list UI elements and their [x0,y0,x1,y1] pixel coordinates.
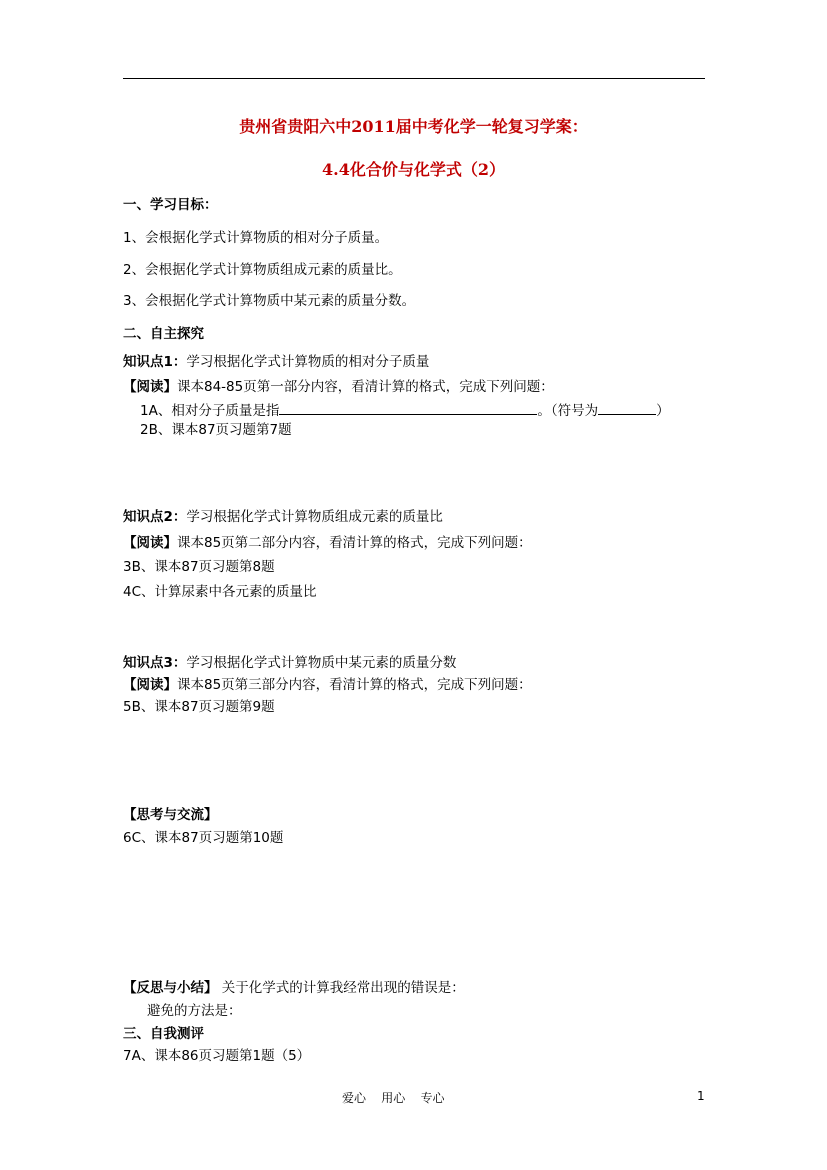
section-heading-self-test: 三、自我测评 [123,1026,204,1042]
question-1a-mid: 。（符号为 [537,403,599,419]
knowledge-point-2 [123,508,443,526]
answer-blank-symbol[interactable] [598,400,656,415]
question-3b: 3B、课本87页习题第8题 [123,559,275,575]
reading-3-label: 【阅读】 [123,677,177,693]
question-6c: 6C、课本87页习题第10题 [123,830,284,846]
knowledge-point-1-label: 知识点1： [123,354,187,370]
reflection-text: 关于化学式的计算我经常出现的错误是： [217,980,465,996]
document-title: 贵州省贵阳六中2011届中考化学一轮复习学案： [239,117,588,136]
reading-2-text: 课本85页第二部分内容，看清计算的格式，完成下列问题： [177,535,532,551]
knowledge-point-3-label: 知识点3： [123,655,187,671]
knowledge-point-1 [123,353,429,371]
question-1a-suffix: ） [656,403,670,419]
reading-1-label: 【阅读】 [123,379,177,395]
reading-2 [123,534,532,552]
knowledge-point-2-label: 知识点2： [123,509,187,525]
question-1a [140,400,670,420]
goal-item-1: 1、会根据化学式计算物质的相对分子质量。 [123,230,389,246]
knowledge-point-3 [123,654,456,672]
footer-motto: 爱心 用心 专心 [342,1091,445,1105]
reading-2-label: 【阅读】 [123,535,177,551]
answer-blank-definition[interactable] [279,400,537,415]
reflection-label: 【反思与小结】 [123,980,218,996]
knowledge-point-2-text: 学习根据化学式计算物质组成元素的质量比 [186,509,443,525]
question-1a-prefix: 1A、相对分子质量是指 [140,403,280,419]
reading-3-text: 课本85页第三部分内容，看清计算的格式，完成下列问题： [177,677,532,693]
reflection [123,979,465,997]
question-5b: 5B、课本87页习题第9题 [123,699,275,715]
reading-1 [123,378,554,396]
document-subtitle: 4.4化合价与化学式（2） [322,160,505,179]
question-7a: 7A、课本86页习题第1题（5） [123,1048,311,1064]
goal-item-3: 3、会根据化学式计算物质中某元素的质量分数。 [123,293,416,309]
reading-3 [123,676,532,694]
question-4c: 4C、计算尿素中各元素的质量比 [123,584,317,600]
goal-item-2: 2、会根据化学式计算物质组成元素的质量比。 [123,262,402,278]
knowledge-point-3-text: 学习根据化学式计算物质中某元素的质量分数 [186,655,457,671]
page-number: 1 [697,1089,705,1103]
question-2b: 2B、课本87页习题第7题 [140,422,292,438]
section-heading-goals: 一、学习目标： [123,197,218,213]
reading-1-text: 课本84-85页第一部分内容，看清计算的格式，完成下列问题： [177,379,554,395]
knowledge-point-1-text: 学习根据化学式计算物质的相对分子质量 [186,354,430,370]
header-rule [123,78,705,79]
reflection-avoid: 避免的方法是： [147,1003,242,1019]
think-exchange-label: 【思考与交流】 [123,807,218,823]
section-heading-explore: 二、自主探究 [123,326,204,342]
